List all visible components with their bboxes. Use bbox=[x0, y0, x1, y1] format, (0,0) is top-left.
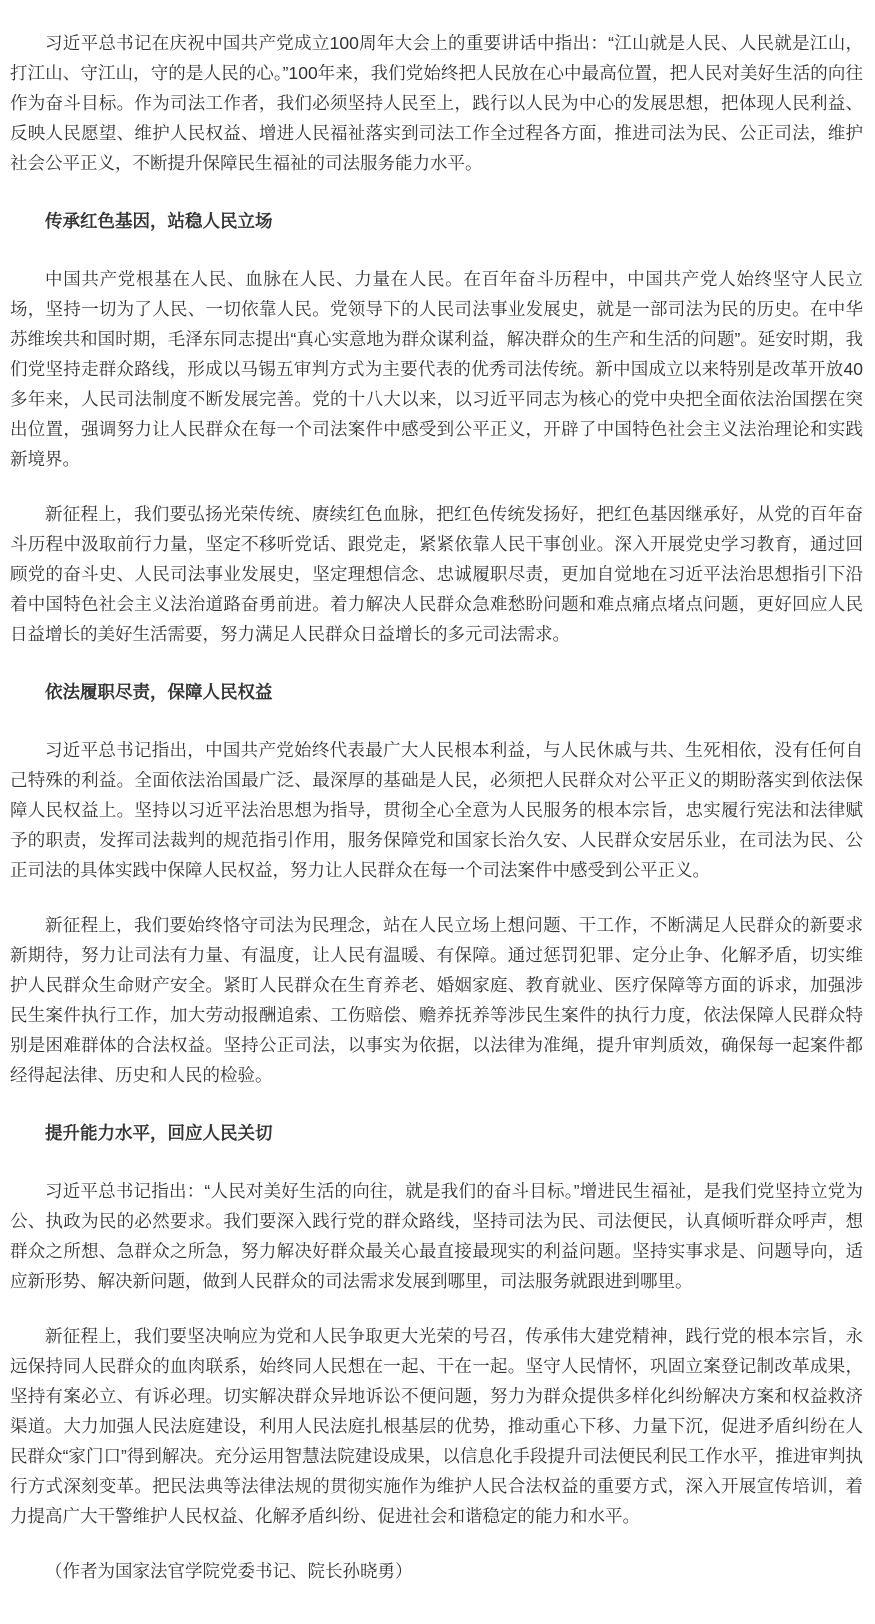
paragraph-new-journey-1: 新征程上，我们要弘扬光荣传统、赓续红色血脉，把红色传统发扬好，把红色基因继承好，从党的百年奋斗历程中汲取前行力量，坚定不移听党话、跟党走，紧紧依靠人民干事创业。深入开展党史学习教育，通过回顾党的奋斗史、人民司法事业发展史，坚定理想信念、忠诚履职尽责，更加自觉地在习近平法治思想指引下沿着中国特色社会主义法治道路奋勇前进。着力解决人民群众急难愁盼问题和难点痛点堵点问题，更好回应人民日益增长的美好生活需要，努力满足人民群众日益增长的多元司法需求。 bbox=[10, 504, 863, 644]
section-heading-capability: 提升能力水平，回应人民关切 bbox=[45, 1123, 273, 1143]
paragraph-new-journey-2: 新征程上，我们要始终恪守司法为民理念，站在人民立场上想问题、干工作，不断满足人民群众的新要求新期待，努力让司法有力量、有温度，让人民有温暖、有保障。通过惩罚犯罪、定分止争、化解矛盾，切实维护人民群众生命财产安全。紧盯人民群众在生育养老、婚姻家庭、教育就业、医疗保障等方面的诉求，加强涉民生案件执行工作，加大劳动报酬追索、工伤赔偿、赡养抚养等涉民生案件的执行力度，依法保障人民群众特别是困难群体的合法权益。坚持公正司法，以事实为依据，以法律为准绳，提升审判质效，确保每一起案件都经得起法律、历史和人民的检验。 bbox=[10, 915, 863, 1085]
paragraph-rights: 习近平总书记指出，中国共产党始终代表最广大人民根本利益，与人民休戚与共、生死相依，没有任何自己特殊的利益。全面依法治国最广泛、最深厚的基础是人民，必须把人民群众对公平正义的期盼落实到依法保障人民权益上。坚持以习近平法治思想为指导，贯彻全心全意为人民服务的根本宗旨，忠实履行宪法和法律赋予的职责，发挥司法裁判的规范指引作用，服务保障党和国家长治久安、人民群众安居乐业，在司法为民、公正司法的具体实践中保障人民权益，努力让人民群众在每一个司法案件中感受到公平正义。 bbox=[10, 740, 863, 880]
author-attribution: （作者为国家法官学院党委书记、院长孙晓勇） bbox=[45, 1561, 413, 1581]
paragraph-concerns: 习近平总书记指出：“人民对美好生活的向往，就是我们的奋斗目标。”增进民生福祉，是我们党坚持立党为公、执政为民的必然要求。我们要深入践行党的群众路线，坚持司法为民、司法便民，认真倾听群众呼声，想群众之所想、急群众之所急，努力解决好群众最关心最直接最现实的利益问题。坚持实事求是、问题导向，适应新形势、解决新问题，做到人民群众的司法需求发展到哪里，司法服务就跟进到哪里。 bbox=[10, 1181, 863, 1291]
paragraph-history: 中国共产党根基在人民、血脉在人民、力量在人民。在百年奋斗历程中，中国共产党人始终坚守人民立场，坚持一切为了人民、一切依靠人民。党领导下的人民司法事业发展史，就是一部司法为民的历史。在中华苏维埃共和国时期，毛泽东同志提出“真心实意地为群众谋利益，解决群众的生产和生活的问题”。延安时期，我们党坚持走群众路线，形成以马锡五审判方式为主要代表的优秀司法传统。新中国成立以来特别是改革开放40多年来，人民司法制度不断发展完善。党的十八大以来，以习近平同志为核心的党中央把全面依法治国摆在突出位置，强调努力让人民群众在每一个司法案件中感受到公平正义，开辟了中国特色社会主义法治理论和实践新境界。 bbox=[10, 269, 863, 469]
section-heading-duty: 依法履职尽责，保障人民权益 bbox=[45, 682, 273, 702]
paragraph-intro: 习近平总书记在庆祝中国共产党成立100周年大会上的重要讲话中指出：“江山就是人民、人民就是江山，打江山、守江山，守的是人民的心。”100年来，我们党始终把人民放在心中最高位置，把人民对美好生活的向往作为奋斗目标。作为司法工作者，我们必须坚持人民至上，践行以人民为中心的发展思想，把体现人民利益、反映人民愿望、维护人民权益、增进人民福祉落实到司法工作全过程各方面，推进司法为民、公正司法，维护社会公平正义，不断提升保障民生福祉的司法服务能力水平。 bbox=[10, 33, 863, 173]
section-heading-red-gene: 传承红色基因，站稳人民立场 bbox=[45, 211, 273, 231]
paragraph-new-journey-3: 新征程上，我们要坚决响应为党和人民争取更大光荣的号召，传承伟大建党精神，践行党的根本宗旨，永远保持同人民群众的血肉联系，始终同人民想在一起、干在一起。坚守人民情怀，巩固立案登记制改革成果，坚持有案必立、有诉必理。切实解决群众异地诉讼不便问题，努力为群众提供多样化纠纷解决方案和权益救济渠道。大力加强人民法庭建设，利用人民法庭扎根基层的优势，推动重心下移、力量下沉，促进矛盾纠纷在人民群众“家门口”得到解决。充分运用智慧法院建设成果，以信息化手段提升司法便民利民工作水平，推进审判执行方式深刻变革。把民法典等法律法规的贯彻实施作为维护人民合法权益的重要方式，深入开展宣传培训，着力提高广大干警维护人民权益、化解矛盾纠纷、促进社会和谐稳定的能力和水平。 bbox=[10, 1326, 863, 1526]
